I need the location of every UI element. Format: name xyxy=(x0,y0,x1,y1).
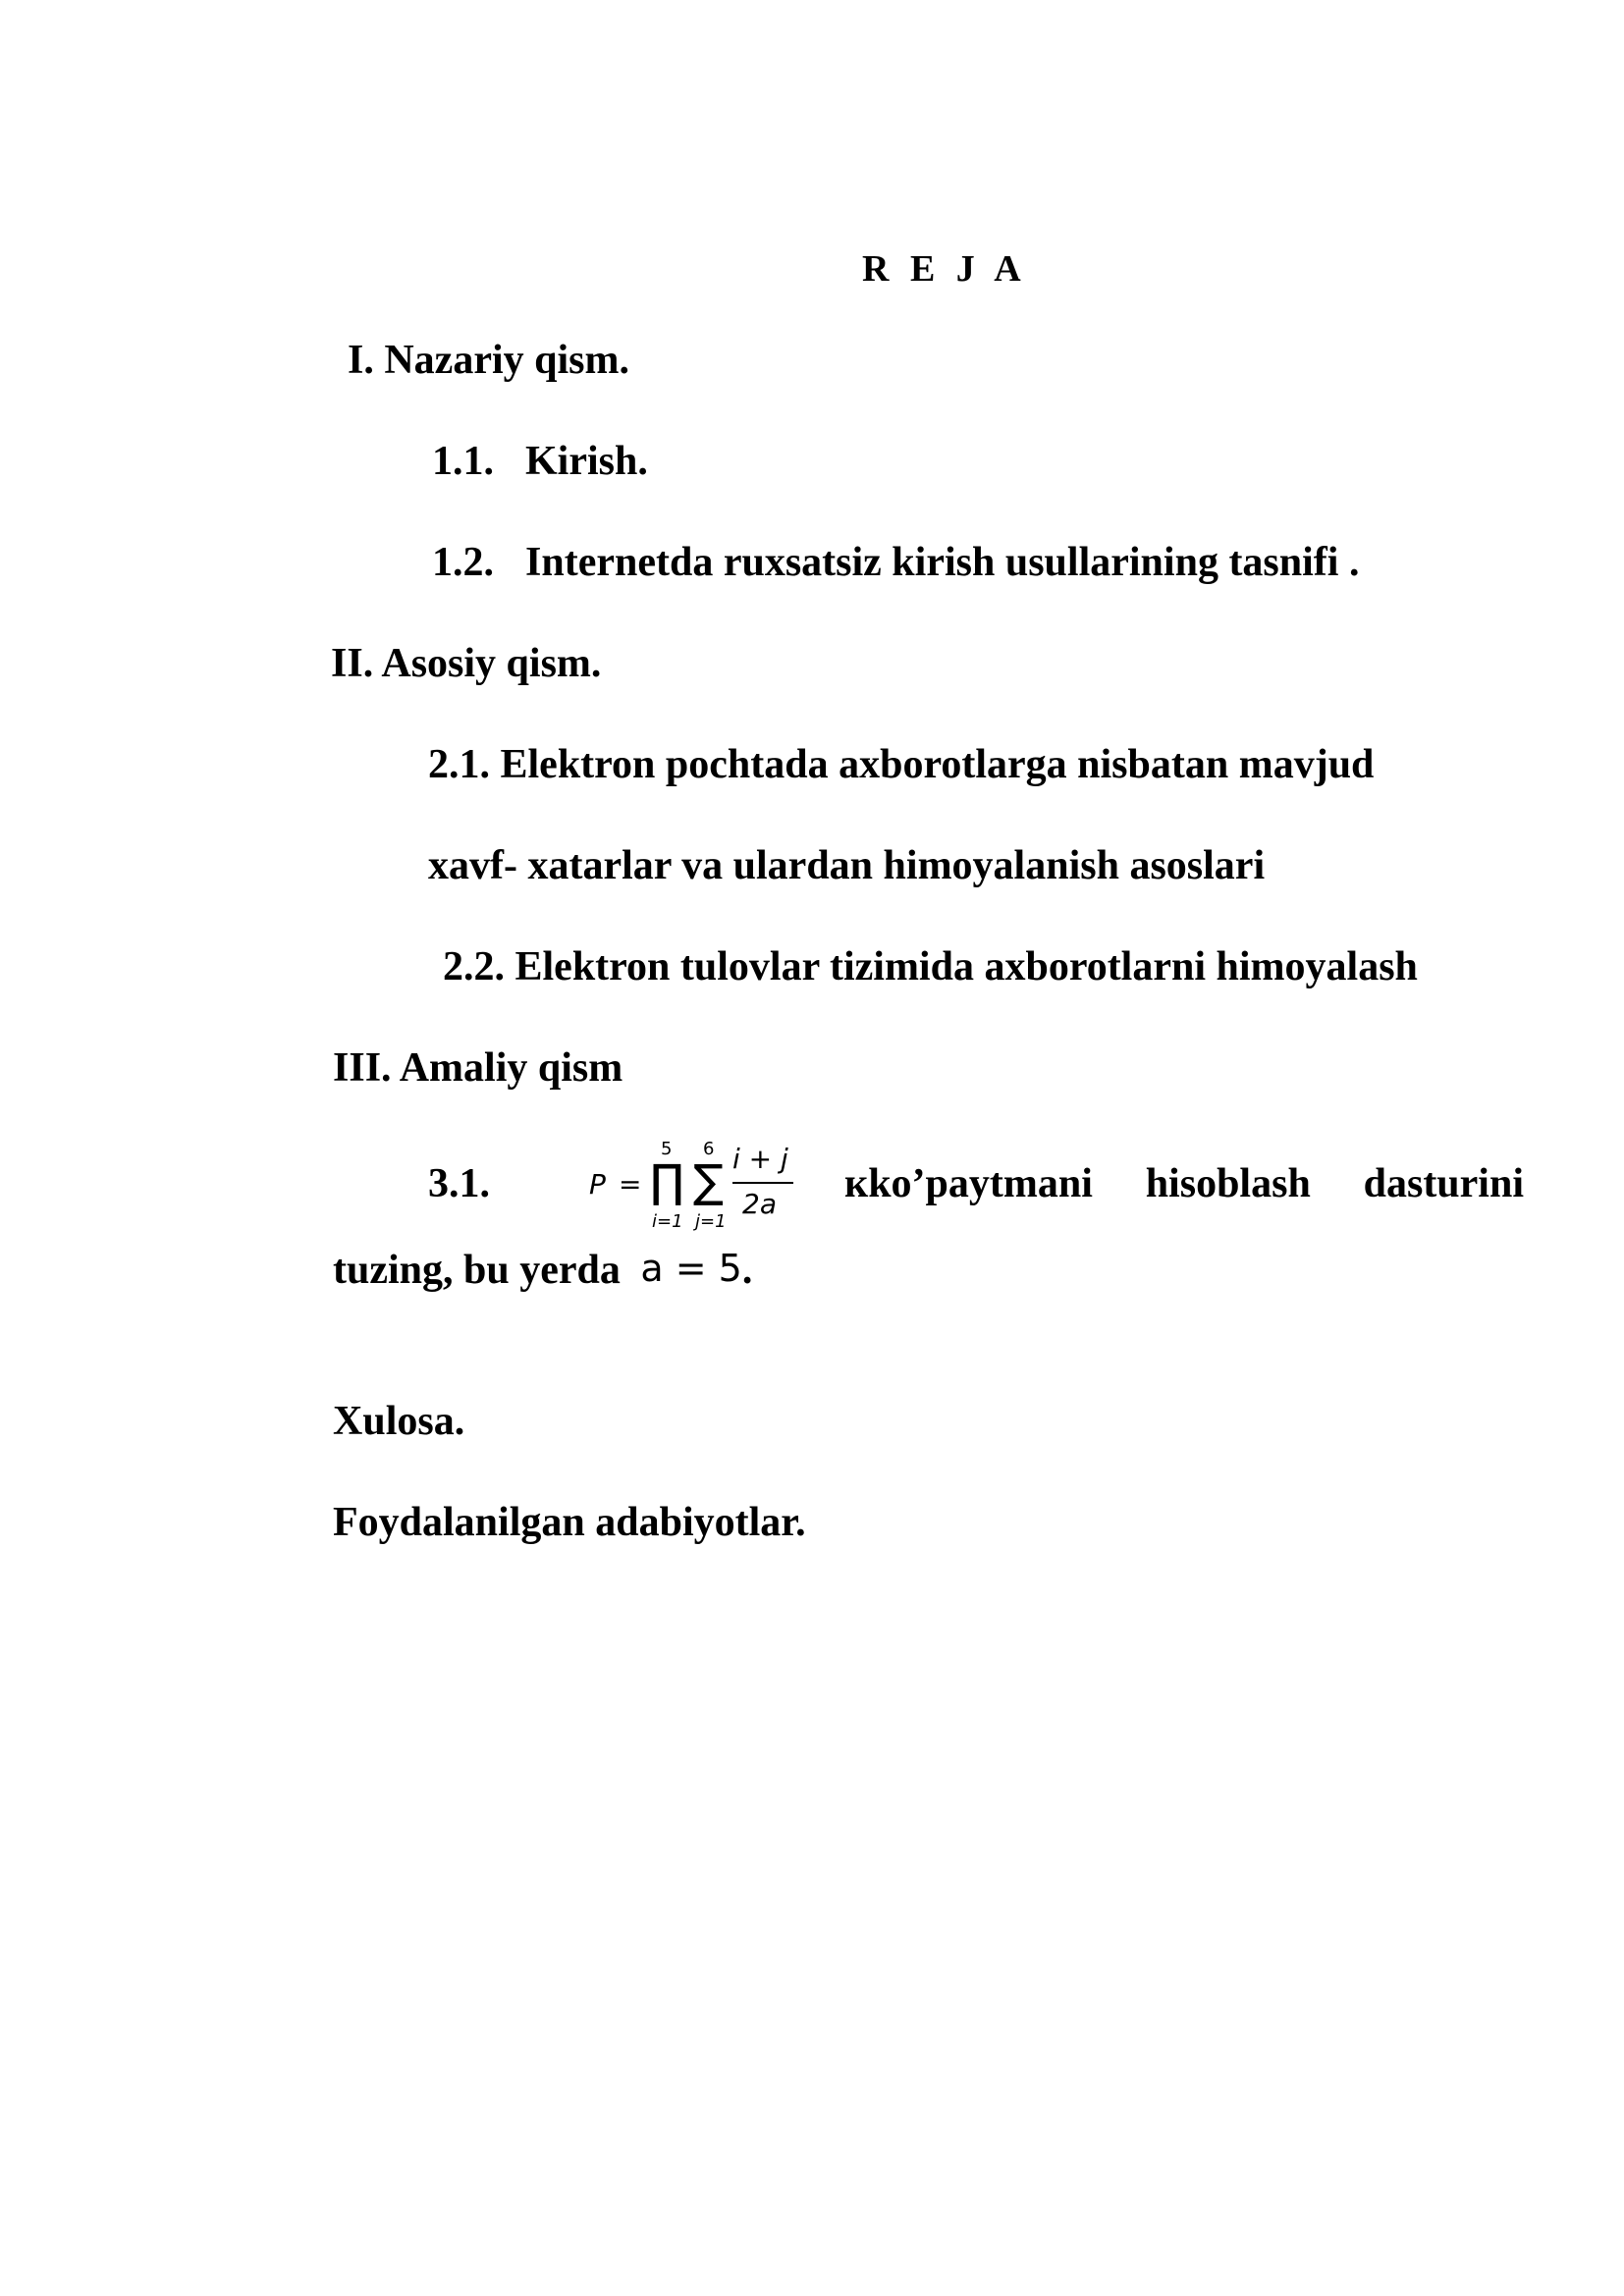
section-2-heading: II. Asosiy qism. xyxy=(331,641,602,686)
item-3-1-word-1: кko’paytmani xyxy=(844,1161,1093,1206)
fraction-denominator: 2a xyxy=(742,1188,777,1220)
item-2-2: 2.2. Elektron tulovlar tizimida axborotlarni himoyalash xyxy=(443,944,1418,989)
section-1-heading: I. Nazariy qism. xyxy=(348,338,629,383)
parameter-value: a = 5 xyxy=(640,1247,742,1290)
item-2-1-line-1: 2.1. Elektron pochtada axborotlarga nisbatan mavjud xyxy=(428,742,1375,787)
item-3-1-number: 3.1. xyxy=(428,1161,490,1206)
page-title: R E J A xyxy=(862,248,1027,290)
references-heading: Foydalanilgan adabiyotlar. xyxy=(333,1500,806,1545)
formula-equals: = xyxy=(619,1168,642,1201)
item-1-2-number: 1.2. xyxy=(432,540,494,585)
product-lower-limit: i=1 xyxy=(652,1211,683,1232)
item-3-1-word-3: dasturini xyxy=(1363,1161,1524,1206)
sum-symbol: ∑ xyxy=(693,1154,724,1207)
sum-upper-limit: 6 xyxy=(703,1139,715,1159)
item-2-1-line-2: xavf- xatarlar va ulardan himoyalanish asoslari xyxy=(428,843,1266,888)
formula-lhs: P xyxy=(589,1168,606,1201)
item-1-1-number: 1.1. xyxy=(432,439,494,484)
item-3-1-word-2: hisoblash xyxy=(1145,1161,1311,1206)
fraction-bar xyxy=(732,1182,793,1184)
item-3-1-line-2-text: tuzing, bu yerda xyxy=(333,1248,621,1293)
fraction-numerator: i + j xyxy=(732,1143,788,1175)
item-1-1 xyxy=(432,441,648,482)
item-1-1-label: Kirish. xyxy=(525,439,648,484)
item-1-2 xyxy=(432,542,1359,583)
conclusion-heading: Xulosa. xyxy=(333,1399,465,1444)
sum-lower-limit: j=1 xyxy=(695,1211,727,1232)
product-symbol: ∏ xyxy=(650,1154,684,1207)
item-3-1-line-2 xyxy=(333,1247,753,1293)
section-3-heading: III. Amaliy qism xyxy=(333,1045,623,1091)
item-3-1-period: . xyxy=(741,1248,753,1293)
product-upper-limit: 5 xyxy=(661,1139,673,1159)
item-3-1-text xyxy=(844,1163,1524,1204)
item-1-2-label: Internetda ruxsatsiz kirish usullarining tasnifi . xyxy=(525,540,1360,585)
product-sum-formula xyxy=(589,1139,795,1237)
